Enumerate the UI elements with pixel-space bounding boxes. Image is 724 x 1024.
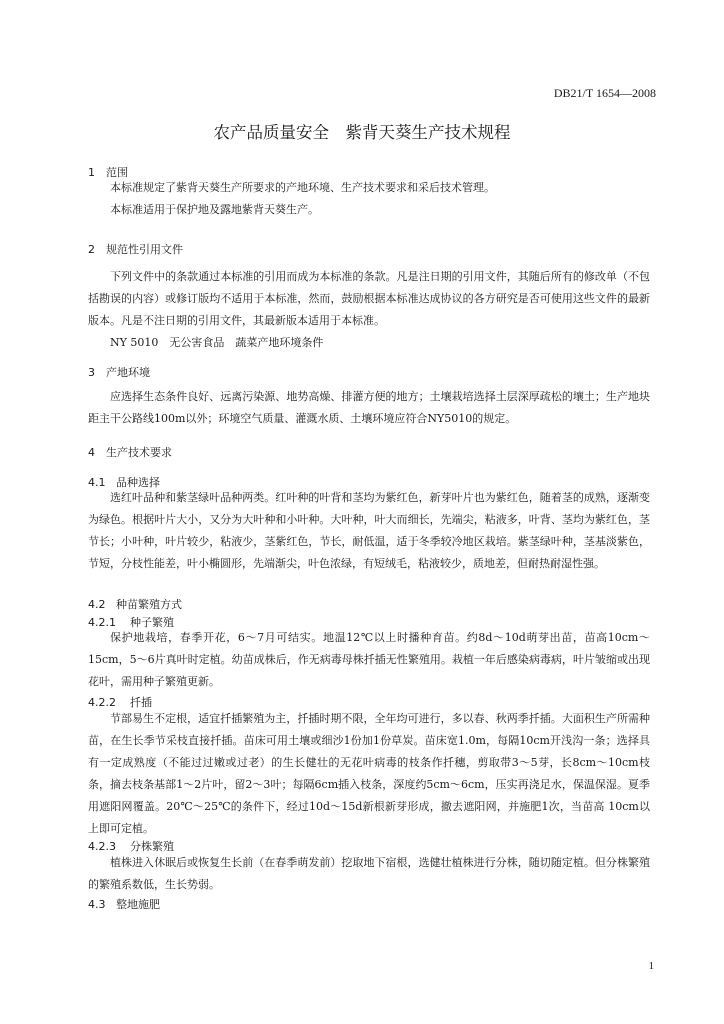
section-4-2-2-body — [88, 708, 650, 840]
section-number: 4.2.1 — [88, 616, 116, 629]
section-title: 生产技术要求 — [106, 446, 172, 459]
section-title: 种子繁殖 — [130, 616, 174, 629]
section-title: 范围 — [106, 166, 128, 179]
section-number: 3 — [88, 366, 95, 379]
section-title: 整地施肥 — [116, 898, 160, 911]
paragraph: 应选择生态条件良好、远离污染源、地势高燥、排灌方便的地方；土壤栽培选择土层深厚疏松的壤土；生产地块距主干公路线100m以外；环境空气质量、灌溉水质、土壤环境应符合NY5010的规定。 — [88, 390, 650, 425]
paragraph: 本标准适用于保护地及露地紫背天葵生产。 — [110, 203, 319, 216]
paragraph: 选红叶品种和紫茎绿叶品种两类。红叶种的叶背和茎均为紫红色，新芽叶片也为紫红色，随着茎的成熟，逐渐变为绿色。根据叶片大小，又分为大叶种和小叶种。大叶种，叶大而细长，先端尖，粘液多，叶背、茎均为紫红色，茎节长；小叶种，叶片较少，粘液少，茎紫红色，节长，耐低温，适于冬季较冷地区栽培。紫茎绿叶种，茎基淡紫色，节短，分枝性能差，叶小椭圆形，先端渐尖，叶色浓绿，有短绒毛，粘液较少，质地差，但耐热耐湿性强。 — [88, 491, 650, 570]
section-number: 4.3 — [88, 898, 106, 911]
section-4-1-body — [88, 487, 650, 575]
paragraph: 植株进入休眠后或恢复生长前（在春季萌发前）挖取地下宿根，选健壮植株进行分株，随切随定植。但分株繁殖的繁殖系数低，生长势弱。 — [88, 856, 650, 891]
paragraph: 保护地栽培，春季开花，6～7月可结实。地温12℃以上时播种育苗。约8d～10d萌芽出苗，苗高10cm～15cm，5～6片真叶时定植。幼苗成株后，作无病毒母株扦插无性繁殖用。栽植一年后感染病毒病，叶片皱缩或出现花叶，需用种子繁殖更新。 — [88, 631, 650, 688]
section-title: 产地环境 — [106, 366, 150, 379]
document-title: 农产品质量安全 紫背天葵生产技术规程 — [213, 123, 511, 142]
section-4-2-1-body — [88, 627, 650, 693]
section-number: 4 — [88, 446, 95, 459]
normative-reference: NY 5010 无公害食品 蔬菜产地环境条件 — [110, 336, 324, 349]
section-heading-3 — [88, 366, 150, 380]
page-number: 1 — [648, 960, 654, 972]
section-4-2-3-body — [88, 852, 650, 896]
section-heading-2 — [88, 243, 183, 257]
section-heading-4 — [88, 446, 172, 460]
section-number: 4.2 — [88, 598, 106, 611]
section-number: 1 — [88, 166, 95, 179]
section-title: 扦插 — [130, 696, 152, 709]
paragraph: 节部易生不定根，适宜扦插繁殖为主，扦插时期不限，全年均可进行，多以春、秋两季扦插。大面积生产所需种苗，在生长季节采枝直接扦插。苗床可用土壤或细沙1份加1份草炭。苗床宽1.0m，每隔10cm开浅沟一条；选择具有一定成熟度（不能过过嫩或过老）的生长健壮的无花叶病毒的枝条作扦穗，剪取带3～5芽，长8cm～10cm枝条，摘去枝条基部1～2片叶，留2～3叶；每隔6cm插入枝条，深度约5cm～6cm，压实再浇足水，保温保湿。夏季用遮阳网覆盖。20℃～25℃的条件下，经过10d～15d新根新芽形成，撤去遮阳网，并施肥1次，当苗高 10cm以上即可定植。 — [88, 712, 650, 835]
section-title: 分株繁殖 — [130, 840, 174, 853]
paragraph: 下列文件中的条款通过本标准的引用而成为本标准的条款。凡是注日期的引用文件，其随后所有的修改单（不包括勘误的内容）或修订版均不适用于本标准，然而，鼓励根据本标准达成协议的各方研究是否可使用这些文件的最新版本。凡是不注日期的引用文件，其最新版本适用于本标准。 — [88, 270, 650, 327]
section-1-body — [88, 177, 650, 221]
section-3-body — [88, 386, 650, 430]
section-number: 4.2.2 — [88, 696, 116, 709]
section-title: 种苗繁殖方式 — [116, 598, 182, 611]
section-number: 2 — [88, 243, 95, 256]
section-heading-4-2 — [88, 598, 182, 612]
section-heading-4-3 — [88, 898, 160, 912]
paragraph: 本标准规定了紫背天葵生产所要求的产地环境、生产技术要求和采后技术管理。 — [110, 181, 495, 194]
section-title: 品种选择 — [116, 476, 160, 489]
section-number: 4.1 — [88, 476, 106, 489]
document-code: DB21/T 1654—2008 — [553, 86, 656, 100]
section-2-body — [88, 266, 650, 354]
section-title: 规范性引用文件 — [106, 243, 183, 256]
section-number: 4.2.3 — [88, 840, 116, 853]
